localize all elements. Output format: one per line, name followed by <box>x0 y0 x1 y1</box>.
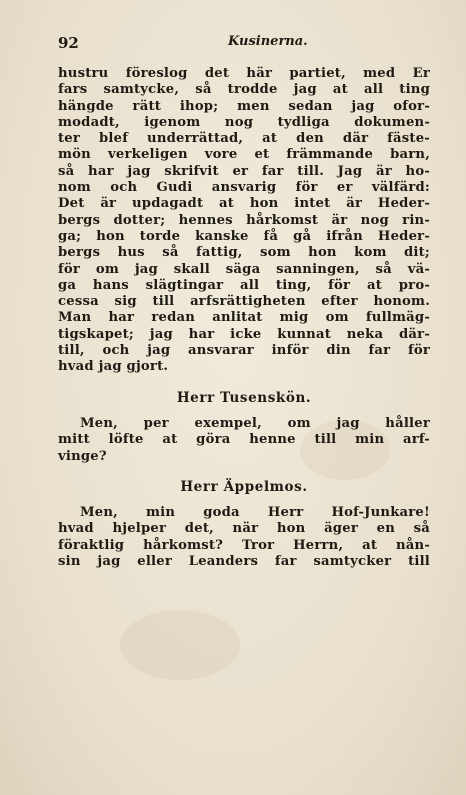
text-line: mitt löfte at göra henne till min arf- <box>58 432 430 448</box>
page-body <box>58 66 430 570</box>
text-line: ter blef underrättad, at den där fäste- <box>58 131 430 147</box>
text-line: Men, min goda Herr Hof-Junkare! <box>80 505 430 521</box>
text-line: hvad jag gjort. <box>58 359 169 375</box>
paper-stain <box>120 610 240 680</box>
speaker-name: Herr Äppelmos. <box>180 478 308 495</box>
text-line: för om jag skall säga sanningen, så vä- <box>58 261 430 277</box>
text-line: Men, per exempel, om jag håller <box>80 415 430 431</box>
passage-2 <box>58 416 430 465</box>
text-line: så har jag skrifvit er far till. Jag är ho- <box>58 163 430 179</box>
speaker-name: Herr Tusenskön. <box>176 389 312 406</box>
page-header <box>58 34 418 54</box>
text-line: Det är updagadt at hon intet är Heder- <box>58 196 430 212</box>
text-line: ga; hon torde kanske få gå ifrån Heder- <box>58 228 430 244</box>
text-line: nom och Gudi ansvarig för er välfärd: <box>58 180 430 196</box>
running-head: Kusinerna. <box>228 34 308 49</box>
text-line: bergs dotter; hennes hårkomst är nog rin- <box>58 212 430 228</box>
page-number: 92 <box>58 34 79 52</box>
text-line: sin jag eller Leanders far samtycker till <box>58 554 430 570</box>
passage-3 <box>58 505 430 570</box>
text-line: Man har redan anlitat mig om fullmäg- <box>58 310 430 326</box>
text-line: ga hans slägtingar all ting, för at pro- <box>58 277 430 293</box>
text-line: bergs hus så fattig, som hon kom dit; <box>58 245 430 261</box>
text-line: hängde rätt ihop; men sedan jag ofor- <box>58 98 430 114</box>
text-line: föraktlig hårkomst? Tror Herrn, at nån- <box>58 537 430 553</box>
text-line: hustru föreslog det här partiet, med Er <box>58 66 430 81</box>
text-line: mön verkeligen vore et främmande barn, <box>58 147 430 163</box>
text-line: vinge? <box>58 448 107 464</box>
text-line: modadt, igenom nog tydliga dokumen- <box>58 114 430 130</box>
text-line: cessa sig till arfsrättigheten efter honom. <box>58 294 430 310</box>
text-line: fars samtycke, så trodde jag at all ting <box>58 82 430 98</box>
passage-1 <box>58 66 430 376</box>
text-line: till, och jag ansvarar inför din far för <box>58 343 430 359</box>
text-line: hvad hjelper det, när hon äger en så <box>58 521 430 537</box>
text-line: tigskapet; jag har icke kunnat neka där- <box>58 326 430 342</box>
